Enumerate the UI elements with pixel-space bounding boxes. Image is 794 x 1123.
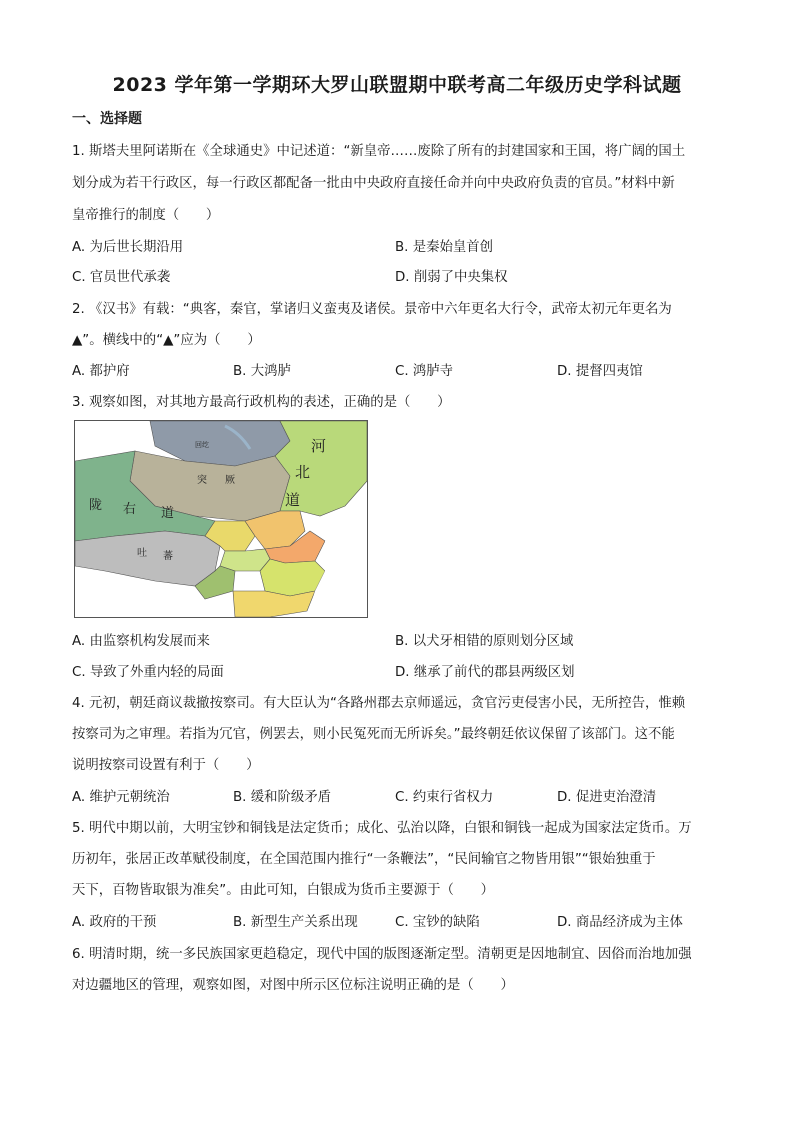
q3-option-d[interactable]: D. 继承了前代的郡县两级区划 bbox=[395, 665, 575, 680]
q4-option-b[interactable]: B. 缓和阶级矛盾 bbox=[233, 790, 332, 805]
q2-option-c[interactable]: C. 鸿胪寺 bbox=[395, 364, 454, 379]
q5-option-b[interactable]: B. 新型生产关系出现 bbox=[233, 915, 358, 930]
q4-line-2: 按察司为之审理。若指为冗官，例罢去，则小民冤死而无所诉矣。”最终朝廷依议保留了该部门。这不能 bbox=[72, 727, 675, 742]
q5-option-d[interactable]: D. 商品经济成为主体 bbox=[557, 915, 683, 930]
map-label-huihe: 回纥 bbox=[195, 441, 209, 449]
map-label-tujue-2: 厥 bbox=[225, 475, 235, 486]
q5-line-1: 5. 明代中期以前，大明宝钞和铜钱是法定货币；成化、弘治以降，白银和铜钱一起成为国家法定货币。万 bbox=[72, 821, 692, 836]
q4-option-a[interactable]: A. 维护元朝统治 bbox=[72, 790, 170, 805]
q2-line-2: ▲”。横线中的“▲”应为（ ） bbox=[72, 333, 261, 348]
q6-line-1: 6. 明清时期，统一多民族国家更趋稳定，现代中国的版图逐渐定型。清朝更是因地制宜、因俗而治地加强 bbox=[72, 947, 692, 962]
q1-line-2: 划分成为若干行政区，每一行政区都配备一批由中央政府直接任命并向中央政府负责的官员。”材料中新 bbox=[72, 176, 675, 191]
q5-option-a[interactable]: A. 政府的干预 bbox=[72, 915, 157, 930]
map-label-longyou-1: 陇 bbox=[89, 498, 103, 513]
map-label-tubo-1: 吐 bbox=[137, 548, 147, 559]
q4-line-1: 4. 元初，朝廷商议裁撤按察司。有大臣认为“各路州郡去京师遥远，贪官污吏侵害小民，无所控告，惟赖 bbox=[72, 696, 686, 711]
q4-option-c[interactable]: C. 约束行省权力 bbox=[395, 790, 494, 805]
q1-option-a[interactable]: A. 为后世长期沿用 bbox=[72, 240, 184, 255]
q3-option-a[interactable]: A. 由监察机构发展而来 bbox=[72, 634, 210, 649]
q5-line-2: 历初年，张居正改革赋役制度，在全国范围内推行“一条鞭法”，“民间输官之物皆用银”“银始独重于 bbox=[72, 852, 656, 867]
map-label-longyou-3: 道 bbox=[161, 506, 175, 521]
map-label-hebei-3: 道 bbox=[285, 491, 301, 509]
q5-option-c[interactable]: C. 宝钞的缺陷 bbox=[395, 915, 480, 930]
q1-option-c[interactable]: C. 官员世代承袭 bbox=[72, 270, 171, 285]
map-label-longyou-2: 右 bbox=[123, 502, 137, 517]
map-label-hebei-2: 北 bbox=[295, 463, 311, 481]
tang-dynasty-map bbox=[74, 420, 368, 618]
q1-line-1: 1. 斯塔夫里阿诺斯在《全球通史》中记述道：“新皇帝……废除了所有的封建国家和王国，将广阔的国土 bbox=[72, 144, 686, 159]
section-heading: 一、选择题 bbox=[72, 111, 142, 127]
q6-line-2: 对边疆地区的管理，观察如图，对图中所示区位标注说明正确的是（ ） bbox=[72, 978, 514, 993]
q3-line-1: 3. 观察如图，对其地方最高行政机构的表述，正确的是（ ） bbox=[72, 395, 451, 410]
map-label-hebei-1: 河 bbox=[311, 437, 327, 455]
q2-option-d[interactable]: D. 提督四夷馆 bbox=[557, 364, 643, 379]
map-label-tujue-1: 突 bbox=[197, 475, 207, 486]
q4-line-3: 说明按察司设置有利于（ ） bbox=[72, 758, 260, 773]
q4-option-d[interactable]: D. 促进吏治澄清 bbox=[557, 790, 657, 805]
q3-option-b[interactable]: B. 以犬牙相错的原则划分区域 bbox=[395, 634, 574, 649]
q2-line-1: 2. 《汉书》有载：“典客，秦官，掌诸归义蛮夷及诸侯。景帝中六年更名大行令，武帝太初元年更名为 bbox=[72, 302, 672, 317]
q2-option-b[interactable]: B. 大鸿胪 bbox=[233, 364, 291, 379]
exam-title: 2023 学年第一学期环大罗山联盟期中联考高二年级历史学科试题 bbox=[112, 74, 682, 96]
map-region-jiangnan bbox=[260, 559, 325, 596]
q3-option-c[interactable]: C. 导致了外重内轻的局面 bbox=[72, 665, 224, 680]
q1-line-3: 皇帝推行的制度（ ） bbox=[72, 208, 220, 223]
q1-option-b[interactable]: B. 是秦始皇首创 bbox=[395, 240, 494, 255]
map-label-tubo-2: 蕃 bbox=[163, 551, 173, 562]
q2-option-a[interactable]: A. 都护府 bbox=[72, 364, 130, 379]
q1-option-d[interactable]: D. 削弱了中央集权 bbox=[395, 270, 508, 285]
q5-line-3: 天下，百物皆取银为准矣”。由此可知，白银成为货币主要源于（ ） bbox=[72, 883, 495, 898]
